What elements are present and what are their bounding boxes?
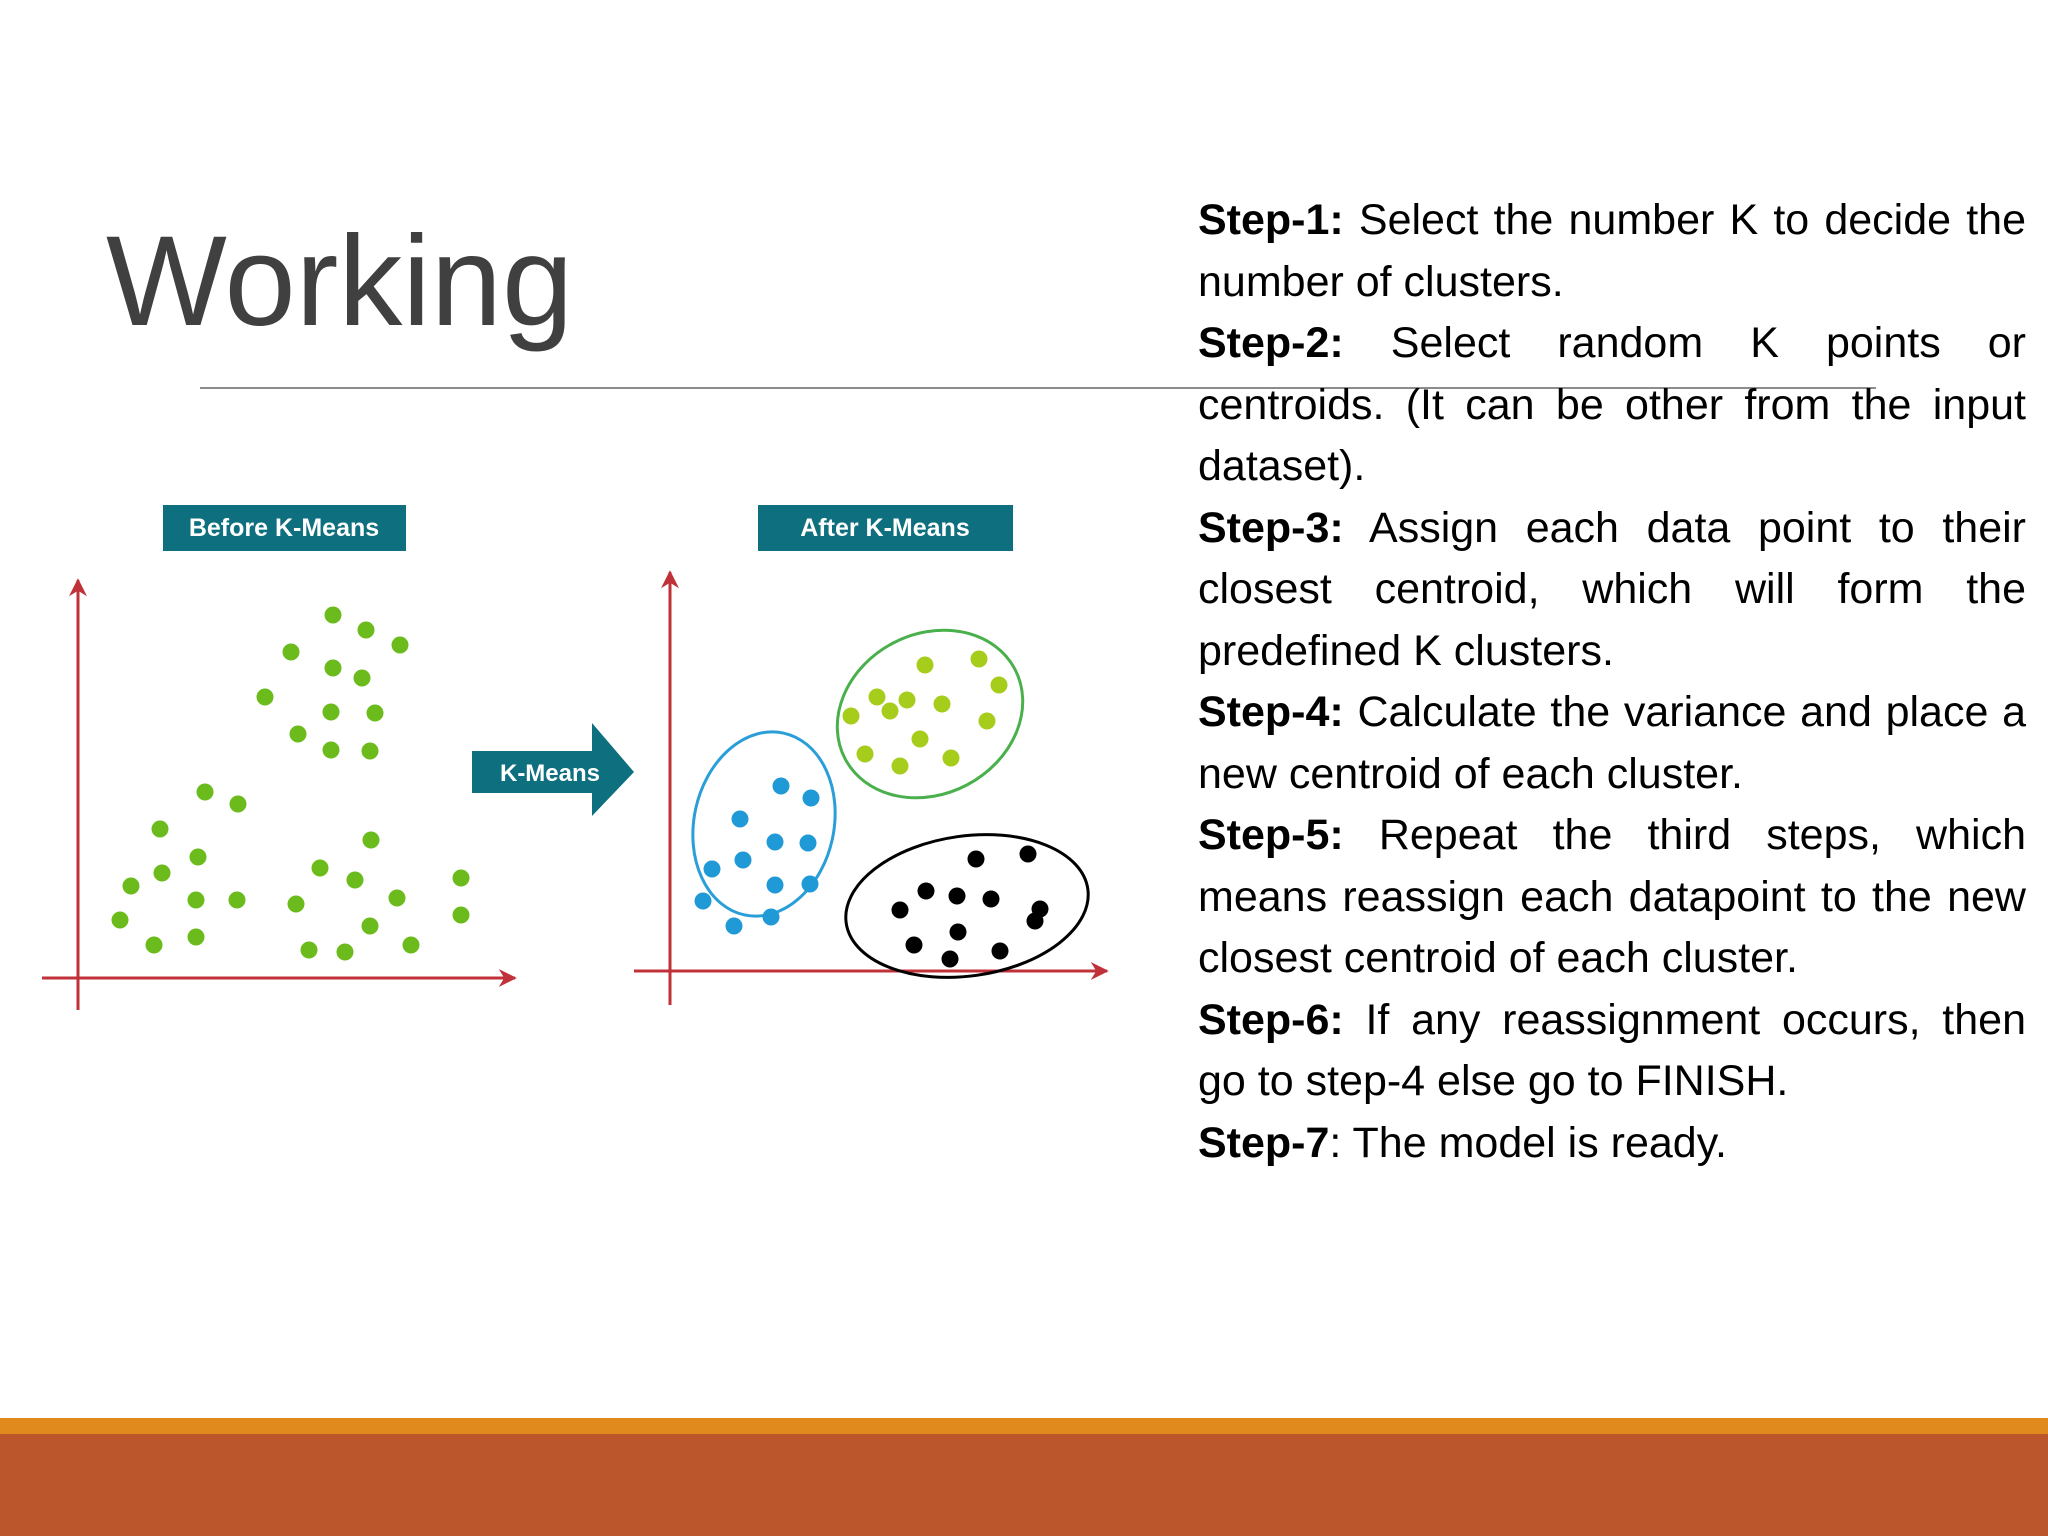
data-point-cluster-2 bbox=[800, 835, 817, 852]
data-point-cluster-1 bbox=[979, 713, 996, 730]
data-point-unclustered bbox=[362, 743, 379, 760]
data-point-cluster-1 bbox=[991, 677, 1008, 694]
data-point-unclustered bbox=[290, 726, 307, 743]
data-point-cluster-2 bbox=[732, 811, 749, 828]
data-point-unclustered bbox=[453, 870, 470, 887]
data-point-cluster-1 bbox=[943, 750, 960, 767]
step-text: Select the number K to decide the number of clusters. bbox=[1198, 196, 2026, 306]
step-item bbox=[1198, 805, 2026, 990]
data-point-unclustered bbox=[188, 929, 205, 946]
step-text: Select random K points or centroids. (It can be other from the input dataset). bbox=[1198, 319, 2026, 490]
data-point-cluster-1 bbox=[857, 746, 874, 763]
data-point-cluster-3 bbox=[906, 937, 923, 954]
kmeans-arrow bbox=[472, 723, 634, 816]
data-point-cluster-3 bbox=[992, 943, 1009, 960]
data-point-unclustered bbox=[363, 832, 380, 849]
data-point-cluster-1 bbox=[899, 692, 916, 709]
data-point-cluster-1 bbox=[917, 657, 934, 674]
data-point-cluster-1 bbox=[912, 731, 929, 748]
before-label bbox=[163, 505, 406, 551]
data-point-unclustered bbox=[197, 784, 214, 801]
data-point-cluster-2 bbox=[695, 893, 712, 910]
data-point-cluster-3 bbox=[892, 902, 909, 919]
data-point-unclustered bbox=[154, 865, 171, 882]
step-item bbox=[1198, 190, 2026, 313]
data-point-unclustered bbox=[188, 892, 205, 909]
data-point-unclustered bbox=[257, 689, 274, 706]
step-label: Step-1: bbox=[1198, 196, 1344, 244]
data-point-unclustered bbox=[337, 944, 354, 961]
data-point-unclustered bbox=[146, 937, 163, 954]
data-point-cluster-2 bbox=[726, 918, 743, 935]
data-point-cluster-3 bbox=[968, 851, 985, 868]
data-point-cluster-1 bbox=[892, 758, 909, 775]
slide-title: Working bbox=[106, 210, 574, 353]
data-point-unclustered bbox=[312, 860, 329, 877]
step-text: Repeat the third steps, which means reassign each datapoint to the new closest centroid of each cluster. bbox=[1198, 811, 2026, 982]
data-point-cluster-1 bbox=[843, 708, 860, 725]
kmeans-figure bbox=[0, 480, 1140, 1040]
data-point-unclustered bbox=[453, 907, 470, 924]
data-point-unclustered bbox=[190, 849, 207, 866]
data-point-unclustered bbox=[323, 704, 340, 721]
data-point-unclustered bbox=[229, 892, 246, 909]
step-label: Step-6: bbox=[1198, 995, 1344, 1044]
data-point-cluster-3 bbox=[983, 891, 1000, 908]
step-item bbox=[1198, 313, 2026, 498]
step-text: : The model is ready. bbox=[1329, 1118, 1727, 1167]
data-point-unclustered bbox=[362, 918, 379, 935]
data-point-unclustered bbox=[403, 937, 420, 954]
data-point-cluster-1 bbox=[971, 651, 988, 668]
svg-text:Before K-Means: Before K-Means bbox=[188, 514, 380, 542]
data-point-cluster-2 bbox=[735, 852, 752, 869]
data-point-unclustered bbox=[347, 872, 364, 889]
svg-text:After K-Means: After K-Means bbox=[800, 514, 970, 542]
data-point-cluster-3 bbox=[1027, 913, 1044, 930]
step-label: Step-4: bbox=[1198, 688, 1344, 736]
before-axes bbox=[42, 580, 515, 1010]
step-text: Assign each data point to their closest centroid, which will form the predefined K clusters. bbox=[1198, 503, 2026, 675]
data-point-unclustered bbox=[123, 878, 140, 895]
data-point-cluster-3 bbox=[942, 951, 959, 968]
data-point-cluster-3 bbox=[949, 888, 966, 905]
step-label: Step-2: bbox=[1198, 319, 1344, 367]
steps-list bbox=[1198, 190, 2026, 1174]
data-point-cluster-2 bbox=[767, 834, 784, 851]
data-point-unclustered bbox=[283, 644, 300, 661]
data-point-unclustered bbox=[152, 821, 169, 838]
step-item bbox=[1198, 990, 2026, 1113]
step-label: Step-5: bbox=[1198, 811, 1344, 859]
data-point-unclustered bbox=[288, 896, 305, 913]
data-point-unclustered bbox=[323, 742, 340, 759]
data-point-cluster-1 bbox=[934, 696, 951, 713]
step-text: Calculate the variance and place a new centroid of each cluster. bbox=[1198, 688, 2026, 798]
data-point-unclustered bbox=[358, 622, 375, 639]
step-label: Step-7 bbox=[1198, 1118, 1330, 1167]
data-point-unclustered bbox=[354, 670, 371, 687]
data-point-unclustered bbox=[367, 705, 384, 722]
data-point-cluster-1 bbox=[882, 703, 899, 720]
data-point-cluster-2 bbox=[803, 790, 820, 807]
step-item bbox=[1198, 1113, 2026, 1175]
data-point-unclustered bbox=[389, 890, 406, 907]
data-point-unclustered bbox=[392, 637, 409, 654]
data-point-cluster-2 bbox=[763, 909, 780, 926]
step-item bbox=[1198, 682, 2026, 805]
data-point-cluster-3 bbox=[1020, 846, 1037, 863]
step-label: Step-3: bbox=[1198, 503, 1344, 552]
data-point-cluster-3 bbox=[918, 883, 935, 900]
step-item bbox=[1198, 498, 2026, 683]
after-label bbox=[758, 505, 1013, 551]
data-point-unclustered bbox=[301, 942, 318, 959]
data-point-cluster-2 bbox=[767, 877, 784, 894]
data-point-unclustered bbox=[112, 912, 129, 929]
after-axes bbox=[634, 572, 1107, 1005]
data-point-cluster-1 bbox=[869, 689, 886, 706]
data-point-unclustered bbox=[325, 607, 342, 624]
data-point-cluster-3 bbox=[950, 924, 967, 941]
cluster-ellipse-black bbox=[836, 820, 1097, 993]
data-point-cluster-2 bbox=[802, 876, 819, 893]
svg-text:K-Means: K-Means bbox=[499, 760, 601, 787]
data-point-unclustered bbox=[230, 796, 247, 813]
accent-bar bbox=[0, 1418, 2048, 1434]
footer-band bbox=[0, 1434, 2048, 1536]
data-point-cluster-2 bbox=[773, 778, 790, 795]
step-text: If any reassignment occurs, then go to step-4 else go to FINISH. bbox=[1198, 995, 2026, 1105]
data-point-unclustered bbox=[325, 660, 342, 677]
data-point-cluster-2 bbox=[704, 861, 721, 878]
